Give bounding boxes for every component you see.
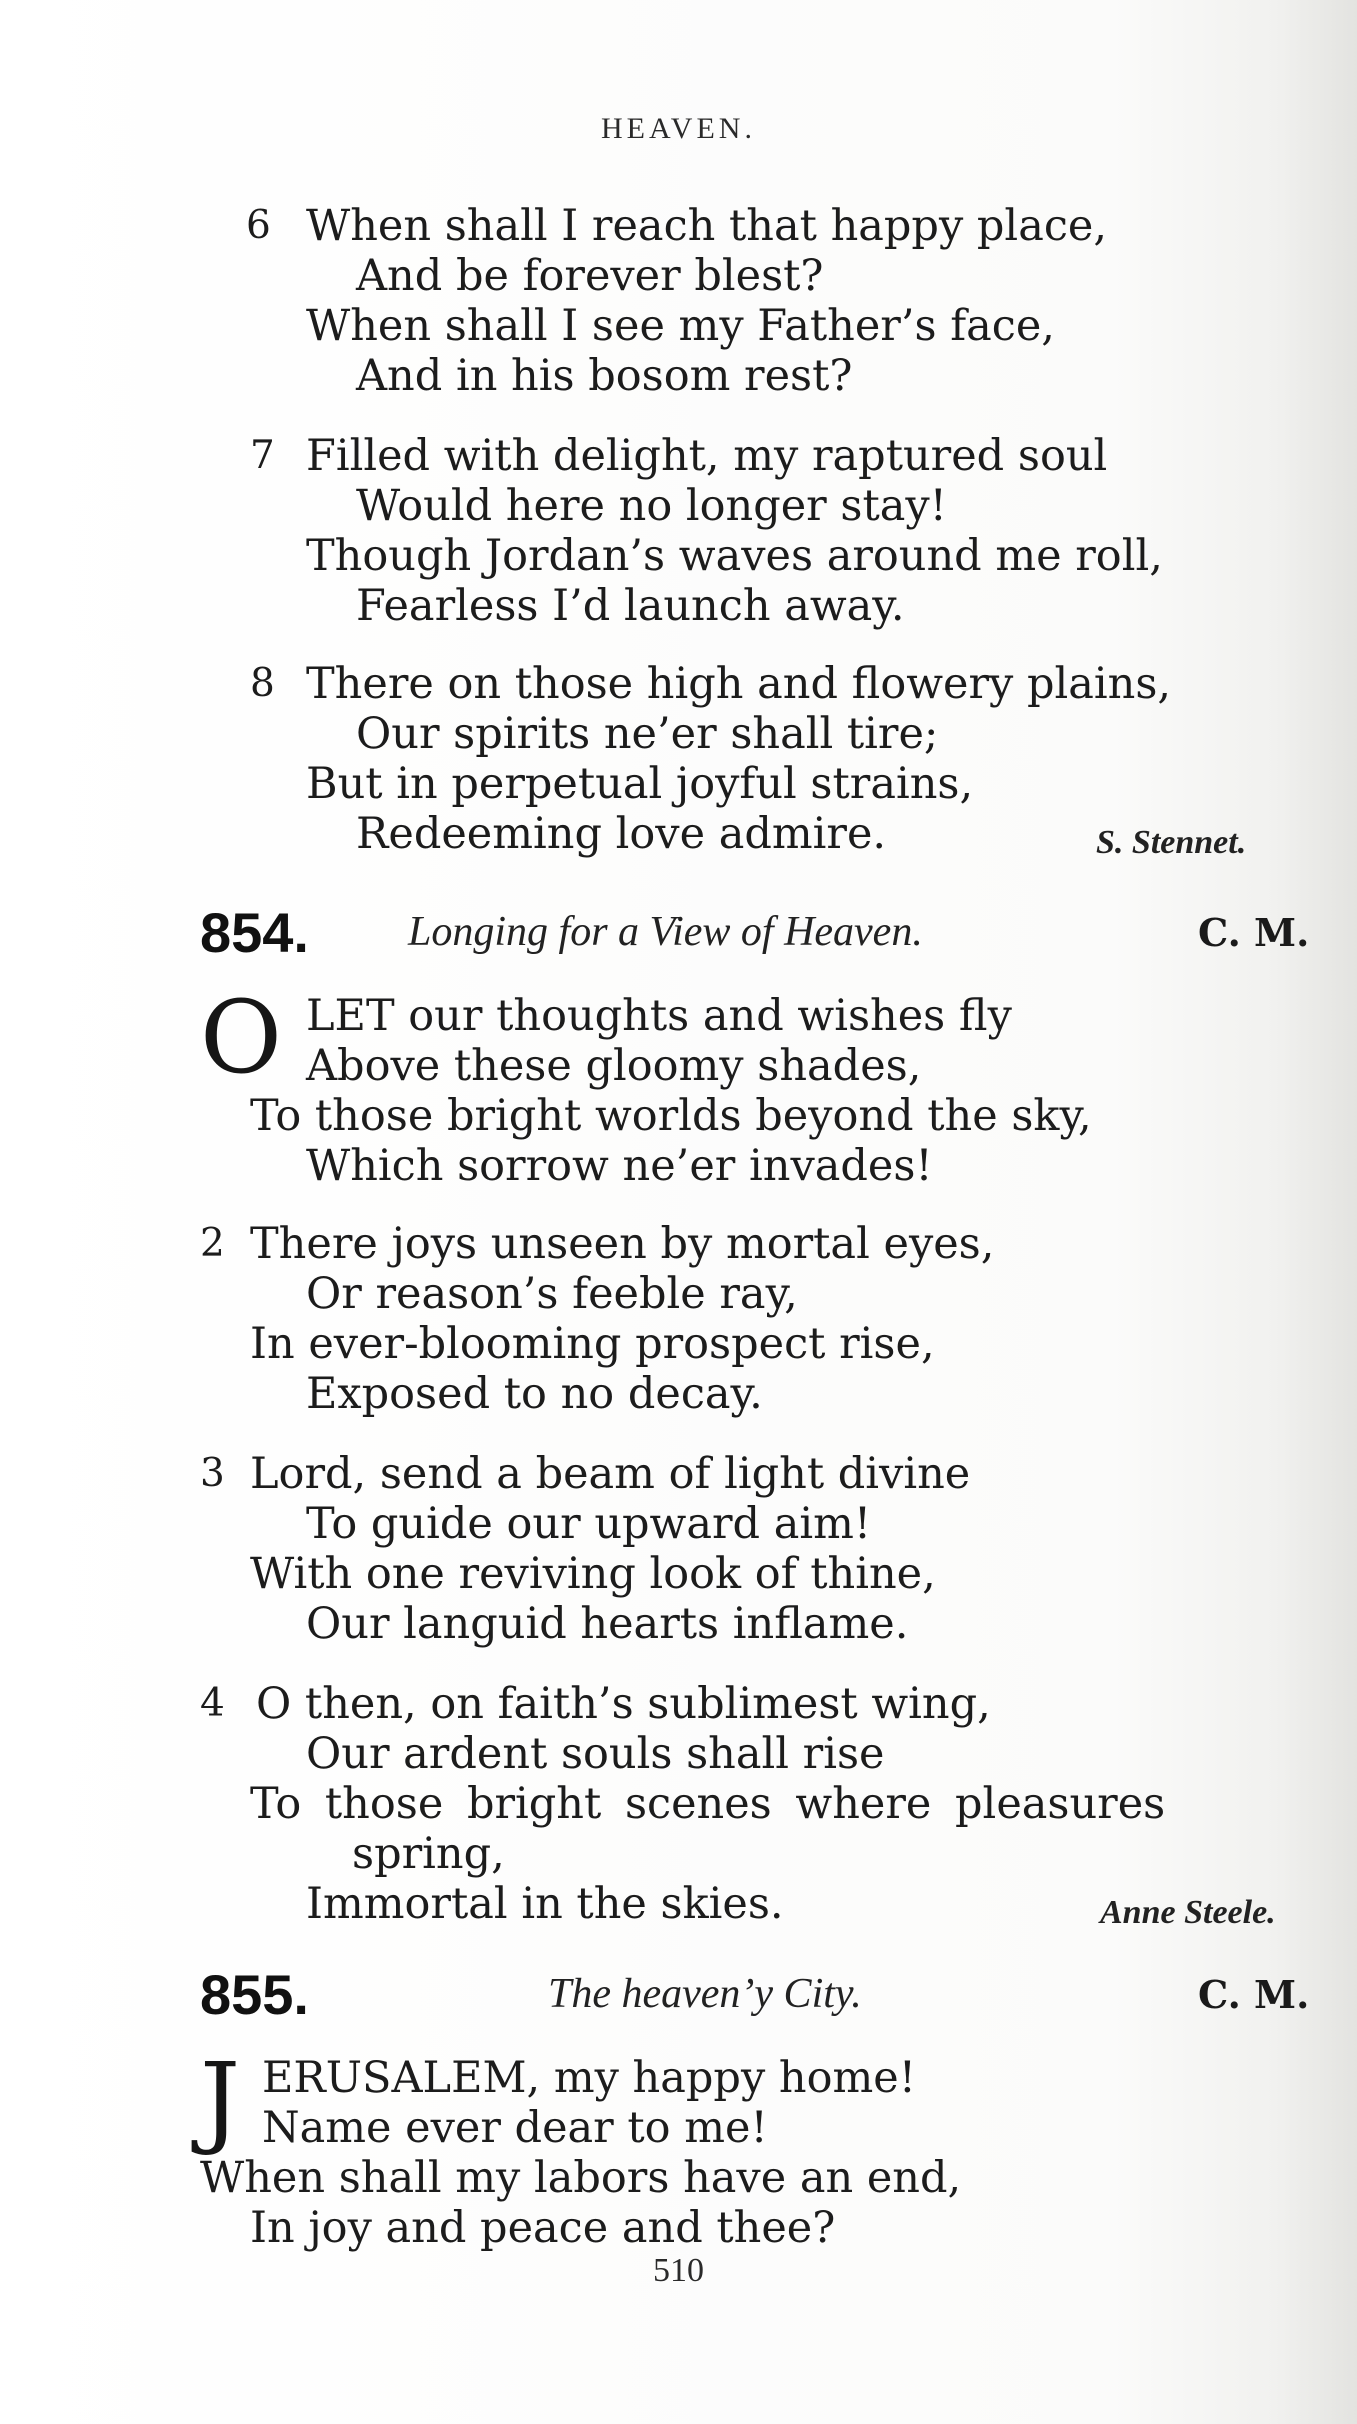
verse-number: 6 [246, 203, 271, 248]
verse-line: spring, [352, 1829, 505, 1879]
hymn-number: 855. [200, 1963, 309, 2026]
verse-line: To guide our upward aim! [306, 1499, 872, 1549]
verse-line: There on those high and flowery plains, [306, 659, 1172, 709]
verse-line: To those bright worlds beyond the sky, [250, 1091, 1092, 1141]
verse-line: Immortal in the skies. [306, 1879, 784, 1929]
verse-line: Would here no longer stay! [356, 481, 947, 531]
hymn-title: The heaven’y City. [548, 1971, 862, 2017]
verse-number: 4 [200, 1681, 225, 1726]
verse-line: With one reviving look of thine, [250, 1549, 936, 1599]
hymn-title: Longing for a View of Heaven. [408, 909, 923, 955]
verse-line: Redeeming love admire. [356, 809, 887, 859]
running-head: HEAVEN. [601, 112, 756, 145]
verse-line: Our spirits ne’er shall tire; [356, 709, 939, 759]
verse-number: 2 [200, 1221, 225, 1266]
verse-line: In ever-blooming prospect rise, [250, 1319, 935, 1369]
verse-line: Name ever dear to me! [262, 2103, 768, 2153]
verse-number: 7 [250, 433, 275, 478]
verse-line: There joys unseen by mortal eyes, [250, 1219, 995, 1269]
hymn-author: Anne Steele. [1100, 1894, 1276, 1931]
verse-line: When shall my labors have an end, [200, 2153, 962, 2203]
hymn-number: 854. [200, 901, 309, 964]
verse-number: 8 [250, 661, 275, 706]
verse-line: Our languid hearts inflame. [306, 1599, 909, 1649]
verse-line: O then, on faith’s sublimest wing, [256, 1679, 991, 1729]
verse-line: ERUSALEM, my happy home! [262, 2053, 916, 2103]
verse-line: Exposed to no decay. [306, 1369, 763, 1419]
verse-line: Lord, send a beam of light divine [250, 1449, 971, 1499]
drop-cap: O [200, 979, 282, 1096]
hymn-meter: C. M. [1198, 1972, 1310, 2017]
verse-line: Filled with delight, my raptured soul [306, 431, 1108, 481]
drop-cap: J [200, 2041, 241, 2158]
hymn-author: S. Stennet. [1096, 824, 1247, 861]
verse-line: Fearless I’d launch away. [356, 581, 905, 631]
verse-line: LET our thoughts and wishes fly [306, 991, 1012, 1041]
verse-line: When shall I see my Father’s face, [306, 301, 1055, 351]
verse-number: 3 [200, 1451, 225, 1496]
verse-line: To those bright scenes where pleasures [250, 1779, 1166, 1829]
verse-line: And in his bosom rest? [356, 351, 853, 401]
page-number: 510 [653, 2252, 704, 2289]
verse-line: But in perpetual joyful strains, [306, 759, 974, 809]
verse-line: When shall I reach that happy place, [306, 201, 1108, 251]
verse-line: Though Jordan’s waves around me roll, [306, 531, 1163, 581]
verse-line: And be forever blest? [356, 251, 824, 301]
verse-line: Or reason’s feeble ray, [306, 1269, 798, 1319]
verse-line: Which sorrow ne’er invades! [306, 1141, 933, 1191]
verse-line: In joy and peace and thee? [250, 2203, 836, 2253]
verse-line: Our ardent souls shall rise [306, 1729, 885, 1779]
hymn-meter: C. M. [1198, 910, 1310, 955]
verse-line: Above these gloomy shades, [306, 1041, 922, 1091]
